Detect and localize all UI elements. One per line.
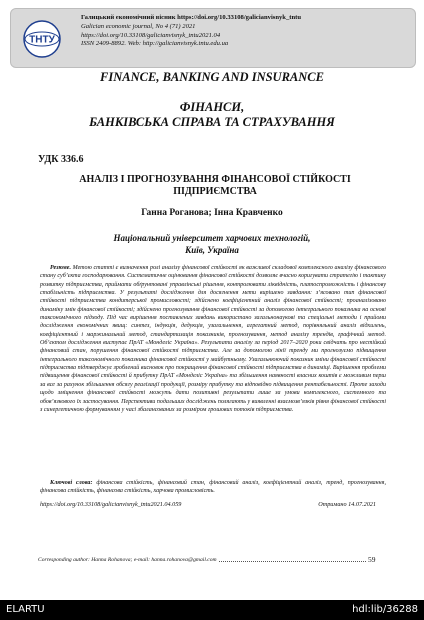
keywords xyxy=(40,479,386,496)
abstract-label: Резюме. xyxy=(50,265,71,271)
keywords-text: фінансова стійкість, фінансовий стан, фінансовий аналіз, коефіцієнтний аналіз, тренд, прогнозування, фінансова стійкість, фінансова стійкість, харчова промисловість. xyxy=(40,480,387,495)
handle-id: hdl:lib/36288 xyxy=(352,604,418,615)
udk-code: УДК 336.6 xyxy=(38,154,84,165)
repository-bar xyxy=(0,600,424,620)
corresponding-author: Corresponding author: Hanna Rohanova; e-mail: hanna.rohanova@gmail.com xyxy=(38,557,217,563)
article-title xyxy=(60,174,370,198)
abstract xyxy=(40,264,386,414)
section-title-ua xyxy=(0,100,424,130)
section-title-ua-line1: ФІНАНСИ, xyxy=(179,100,245,114)
journal-name-en: Galician economic journal, No 4 (71) 2021 xyxy=(81,22,196,30)
journal-name-ua: Галицький економічний вісник https://doi.org/10.33108/galicianvisnyk_tntu xyxy=(81,14,301,21)
affiliation xyxy=(0,232,424,256)
issn-web: ISSN 2409-8892. Web: http://galicianvisnyk.tntu.edu.ua xyxy=(81,40,229,48)
affiliation-line2: Київ, Україна xyxy=(185,245,239,255)
abstract-text: Метою статті є визначення ролі аналізу фінансової стійкості як важливої складової комплексного аналізу фінансового стану суб’єкта господарювання. Систематичне оцінювання фінансової стійкості дозволяє вчасно коригувати стратегію і тактику розвитку підприємства, приймати обґрунтовані управлінські рішення, контролювати ліквідність, платоспроможність і фінансову стабільність підприємства. У результаті дослідження для досягнення мети вирішено завдання: з’ясовано тип фінансової стійкості підприємства кондитерської промисловості; здійснено коефіцієнтний аналіз фінансової стійкості; проаналізовано динаміку змін фінансової стійкості; здійснено прогнозування фінансової стійкості за допомогою інтегрального показника на основі таксономічного підходу. Під час вирішення поставлених завдань використано загальнонаукові та спеціальні методи і прийоми дослідження економічних явищ: синтез, індукція, дедукція, узагальнення, агрегатний метод, порівняльний аналіз відхилень, коефіцієнтний і маржинальний метод, стандартизація показників, прогнозування, метод аналізу трендів, графічний метод. Об’єктом дослідження виступає ПрАТ «Монделіс Україна». Результати аналізу за період 2017–2020 роки свідчать про нестійкий фінансовий стан, порушення фінансової стійкості підприємства. Але за допомогою лінії тренду ми прогнозуємо підвищення інтегрального таксономічного показника фінансової стійкості у майбутньому. Узагальнюючий показник зміни фінансової стійкості підприємства підтверджує зроблений висновок про покращення фінансової стійкості підприємства в динаміці. Вирішення проблеми підвищення фінансової стійкості й прибутку ПрАТ «Монделіс Україна» та збільшення наявності власних коштів є можливим перш за все за рахунок збільшення обсягу реалізації продукції, розміру прибутку та відповідно підвищення рентабельності. Проте заходи щодо зміцнення фінансової стійкості можуть дати позитивні результати лише за умови комплексного, системного та обов’язкового їх застосування. Перспективи подальших досліджень полягають у виявленні взаємозв’язків рівня фінансової стійкості з синергетичною формуванням у часі збалансованих за розміром грошових потоків підприємства. xyxy=(40,265,387,413)
received-date: Отримано 14.07.2021 xyxy=(318,501,376,508)
logo-text: ТНТУ xyxy=(29,34,55,46)
article-doi: https://doi.org/10.33108/galicianvisnyk_tntu2021.04.059 xyxy=(40,501,182,508)
issue-doi: https://doi.org/10.33108/galicianvisnyk_tntu2021.04 xyxy=(81,31,221,39)
section-title-en: FINANCE, BANKING AND INSURANCE xyxy=(100,70,324,84)
repository-name: ELARTU xyxy=(6,604,45,615)
header-text xyxy=(81,14,411,49)
article-title-line1: АНАЛІЗ І ПРОГНОЗУВАННЯ ФІНАНСОВОЇ СТІЙКОСТІ xyxy=(79,174,351,185)
authors: Ганна Роганова; Інна Кравченко xyxy=(141,208,283,218)
affiliation-line1: Національний університет харчових технологій, xyxy=(113,233,311,243)
journal-header xyxy=(10,8,416,68)
keywords-label: Ключові слова: xyxy=(50,480,93,486)
article-title-line2: ПІДПРИЄМСТВА xyxy=(173,186,257,197)
section-title-ua-line2: БАНКІВСЬКА СПРАВА ТА СТРАХУВАННЯ xyxy=(89,115,335,129)
page-number: 59 xyxy=(368,555,376,564)
university-logo xyxy=(23,20,61,58)
